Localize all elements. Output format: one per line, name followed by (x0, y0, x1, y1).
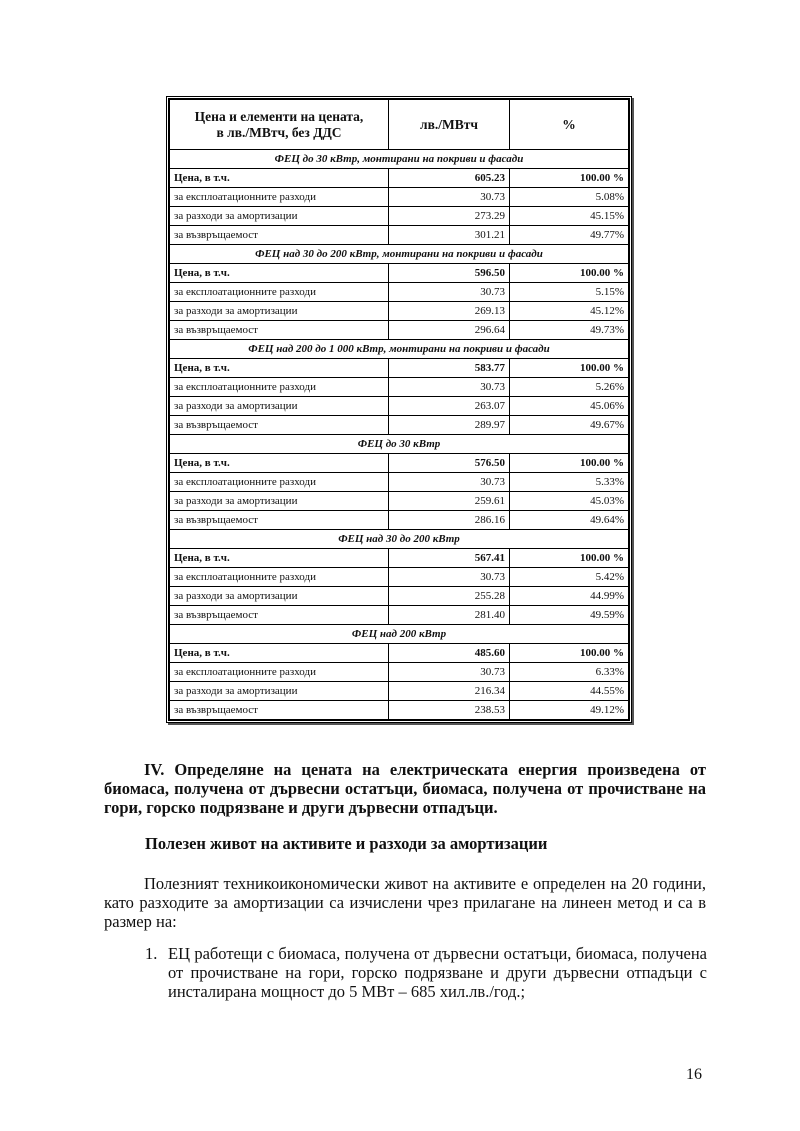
section-title-row (170, 530, 629, 549)
total-price-row (170, 359, 629, 378)
row-label: Цена, в т.ч. (170, 169, 389, 188)
row-percent: 49.12% (510, 701, 629, 720)
table-row (170, 207, 629, 226)
heading-line: гори, горско подрязване и други дървесни отпадъци. (104, 798, 498, 817)
row-label: за възвръщаемост (170, 416, 389, 435)
table-row (170, 606, 629, 625)
header-price-elements (170, 100, 389, 150)
list-item (145, 944, 707, 1001)
table-row (170, 473, 629, 492)
row-label: за разходи за амортизации (170, 207, 389, 226)
section-title-row (170, 625, 629, 644)
table-row (170, 701, 629, 720)
row-percent: 49.73% (510, 321, 629, 340)
row-percent: 45.15% (510, 207, 629, 226)
row-label: за възвръщаемост (170, 511, 389, 530)
row-percent: 5.15% (510, 283, 629, 302)
heading-line: биомаса, получена от дървесни остатъци, биомаса, получена от прочистване на (104, 779, 706, 798)
row-label: за разходи за амортизации (170, 682, 389, 701)
table-row (170, 587, 629, 606)
row-value: 605.23 (389, 169, 510, 188)
row-value: 30.73 (389, 568, 510, 587)
total-price-row (170, 454, 629, 473)
row-label: за експлоатационните разходи (170, 473, 389, 492)
row-value: 216.34 (389, 682, 510, 701)
table-row (170, 511, 629, 530)
section-heading (104, 760, 706, 817)
row-percent: 5.08% (510, 188, 629, 207)
table-header-row (170, 100, 629, 150)
table-row (170, 302, 629, 321)
row-value: 255.28 (389, 587, 510, 606)
row-value: 238.53 (389, 701, 510, 720)
row-percent: 100.00 % (510, 644, 629, 663)
page-number: 16 (686, 1066, 702, 1083)
section-title: ФЕЦ над 200 кВтр (170, 625, 629, 644)
row-percent: 6.33% (510, 663, 629, 682)
row-value: 296.64 (389, 321, 510, 340)
row-value: 269.13 (389, 302, 510, 321)
row-label: Цена, в т.ч. (170, 549, 389, 568)
row-label: за експлоатационните разходи (170, 568, 389, 587)
row-label: за разходи за амортизации (170, 302, 389, 321)
row-value: 286.16 (389, 511, 510, 530)
total-price-row (170, 169, 629, 188)
row-percent: 49.67% (510, 416, 629, 435)
row-value: 259.61 (389, 492, 510, 511)
row-value: 273.29 (389, 207, 510, 226)
row-value: 30.73 (389, 378, 510, 397)
row-value: 583.77 (389, 359, 510, 378)
row-percent: 49.64% (510, 511, 629, 530)
row-value: 30.73 (389, 663, 510, 682)
row-percent: 49.59% (510, 606, 629, 625)
table-row (170, 682, 629, 701)
row-percent: 5.42% (510, 568, 629, 587)
row-value: 301.21 (389, 226, 510, 245)
header-line-2: в лв./МВтч, без ДДС (216, 124, 342, 140)
row-percent: 44.99% (510, 587, 629, 606)
table-row (170, 378, 629, 397)
table-row (170, 568, 629, 587)
section-title: ФЕЦ до 30 кВтр (170, 435, 629, 454)
table-row (170, 188, 629, 207)
total-price-row (170, 264, 629, 283)
paragraph-line: Полезният техникоикономически живот на активите е определен на 20 години, (144, 874, 706, 893)
row-label: за възвръщаемост (170, 606, 389, 625)
table-row (170, 397, 629, 416)
row-value: 485.60 (389, 644, 510, 663)
list-item-number: 1. (145, 944, 158, 963)
row-percent: 100.00 % (510, 359, 629, 378)
row-label: за разходи за амортизации (170, 587, 389, 606)
row-label: Цена, в т.ч. (170, 644, 389, 663)
row-label: за експлоатационните разходи (170, 283, 389, 302)
row-percent: 45.12% (510, 302, 629, 321)
row-value: 596.50 (389, 264, 510, 283)
row-label: за възвръщаемост (170, 701, 389, 720)
section-title-row (170, 340, 629, 359)
row-percent: 45.06% (510, 397, 629, 416)
price-table-grid (169, 99, 629, 720)
row-label: за експлоатационните разходи (170, 188, 389, 207)
header-percent: % (510, 100, 629, 150)
table-row (170, 663, 629, 682)
paragraph (104, 874, 706, 931)
paragraph-line: като разходите за амортизации са изчислени чрез прилагане на линеен метод и са в (104, 893, 706, 912)
row-label: Цена, в т.ч. (170, 454, 389, 473)
header-bgn-per-mwh: лв./МВтч (389, 100, 510, 150)
section-title: ФЕЦ до 30 кВтр, монтирани на покриви и фасади (170, 150, 629, 169)
list-item-line: ЕЦ работещи с биомаса, получена от дървесни остатъци, биомаса, получена (168, 944, 707, 963)
row-label: Цена, в т.ч. (170, 359, 389, 378)
table-row (170, 283, 629, 302)
numbered-list (145, 944, 707, 1001)
table-row (170, 321, 629, 340)
table-row (170, 492, 629, 511)
row-percent: 100.00 % (510, 549, 629, 568)
list-item-line: инсталирана мощност до 5 МВт – 685 хил.лв./год.; (168, 982, 526, 1001)
row-percent: 49.77% (510, 226, 629, 245)
section-title: ФЕЦ над 200 до 1 000 кВтр, монтирани на покриви и фасади (170, 340, 629, 359)
table-row (170, 226, 629, 245)
row-value: 263.07 (389, 397, 510, 416)
section-title-row (170, 150, 629, 169)
row-percent: 100.00 % (510, 169, 629, 188)
section-title: ФЕЦ над 30 до 200 кВтр (170, 530, 629, 549)
price-table (166, 96, 632, 723)
row-percent: 100.00 % (510, 264, 629, 283)
row-value: 576.50 (389, 454, 510, 473)
row-value: 289.97 (389, 416, 510, 435)
row-percent: 45.03% (510, 492, 629, 511)
row-label: за експлоатационните разходи (170, 663, 389, 682)
total-price-row (170, 644, 629, 663)
row-percent: 100.00 % (510, 454, 629, 473)
total-price-row (170, 549, 629, 568)
row-label: за възвръщаемост (170, 321, 389, 340)
row-label: за разходи за амортизации (170, 397, 389, 416)
row-label: Цена, в т.ч. (170, 264, 389, 283)
list-item-line: от прочистване на гори, горско подрязване и други дървесни отпадъци с (168, 963, 707, 982)
row-percent: 5.33% (510, 473, 629, 492)
row-percent: 44.55% (510, 682, 629, 701)
section-title-row (170, 245, 629, 264)
section-title: ФЕЦ над 30 до 200 кВтр, монтирани на покриви и фасади (170, 245, 629, 264)
row-value: 30.73 (389, 188, 510, 207)
section-title-row (170, 435, 629, 454)
table-row (170, 416, 629, 435)
row-value: 30.73 (389, 473, 510, 492)
row-value: 30.73 (389, 283, 510, 302)
row-label: за възвръщаемост (170, 226, 389, 245)
row-label: за разходи за амортизации (170, 492, 389, 511)
subheading: Полезен живот на активите и разходи за амортизации (145, 834, 548, 853)
paragraph-line: размер на: (104, 912, 177, 931)
row-percent: 5.26% (510, 378, 629, 397)
header-line-1: Цена и елементи на цената, (194, 108, 364, 124)
row-value: 281.40 (389, 606, 510, 625)
row-value: 567.41 (389, 549, 510, 568)
row-label: за експлоатационните разходи (170, 378, 389, 397)
heading-line: IV. Определяне на цената на електрическата енергия произведена от (144, 760, 706, 779)
